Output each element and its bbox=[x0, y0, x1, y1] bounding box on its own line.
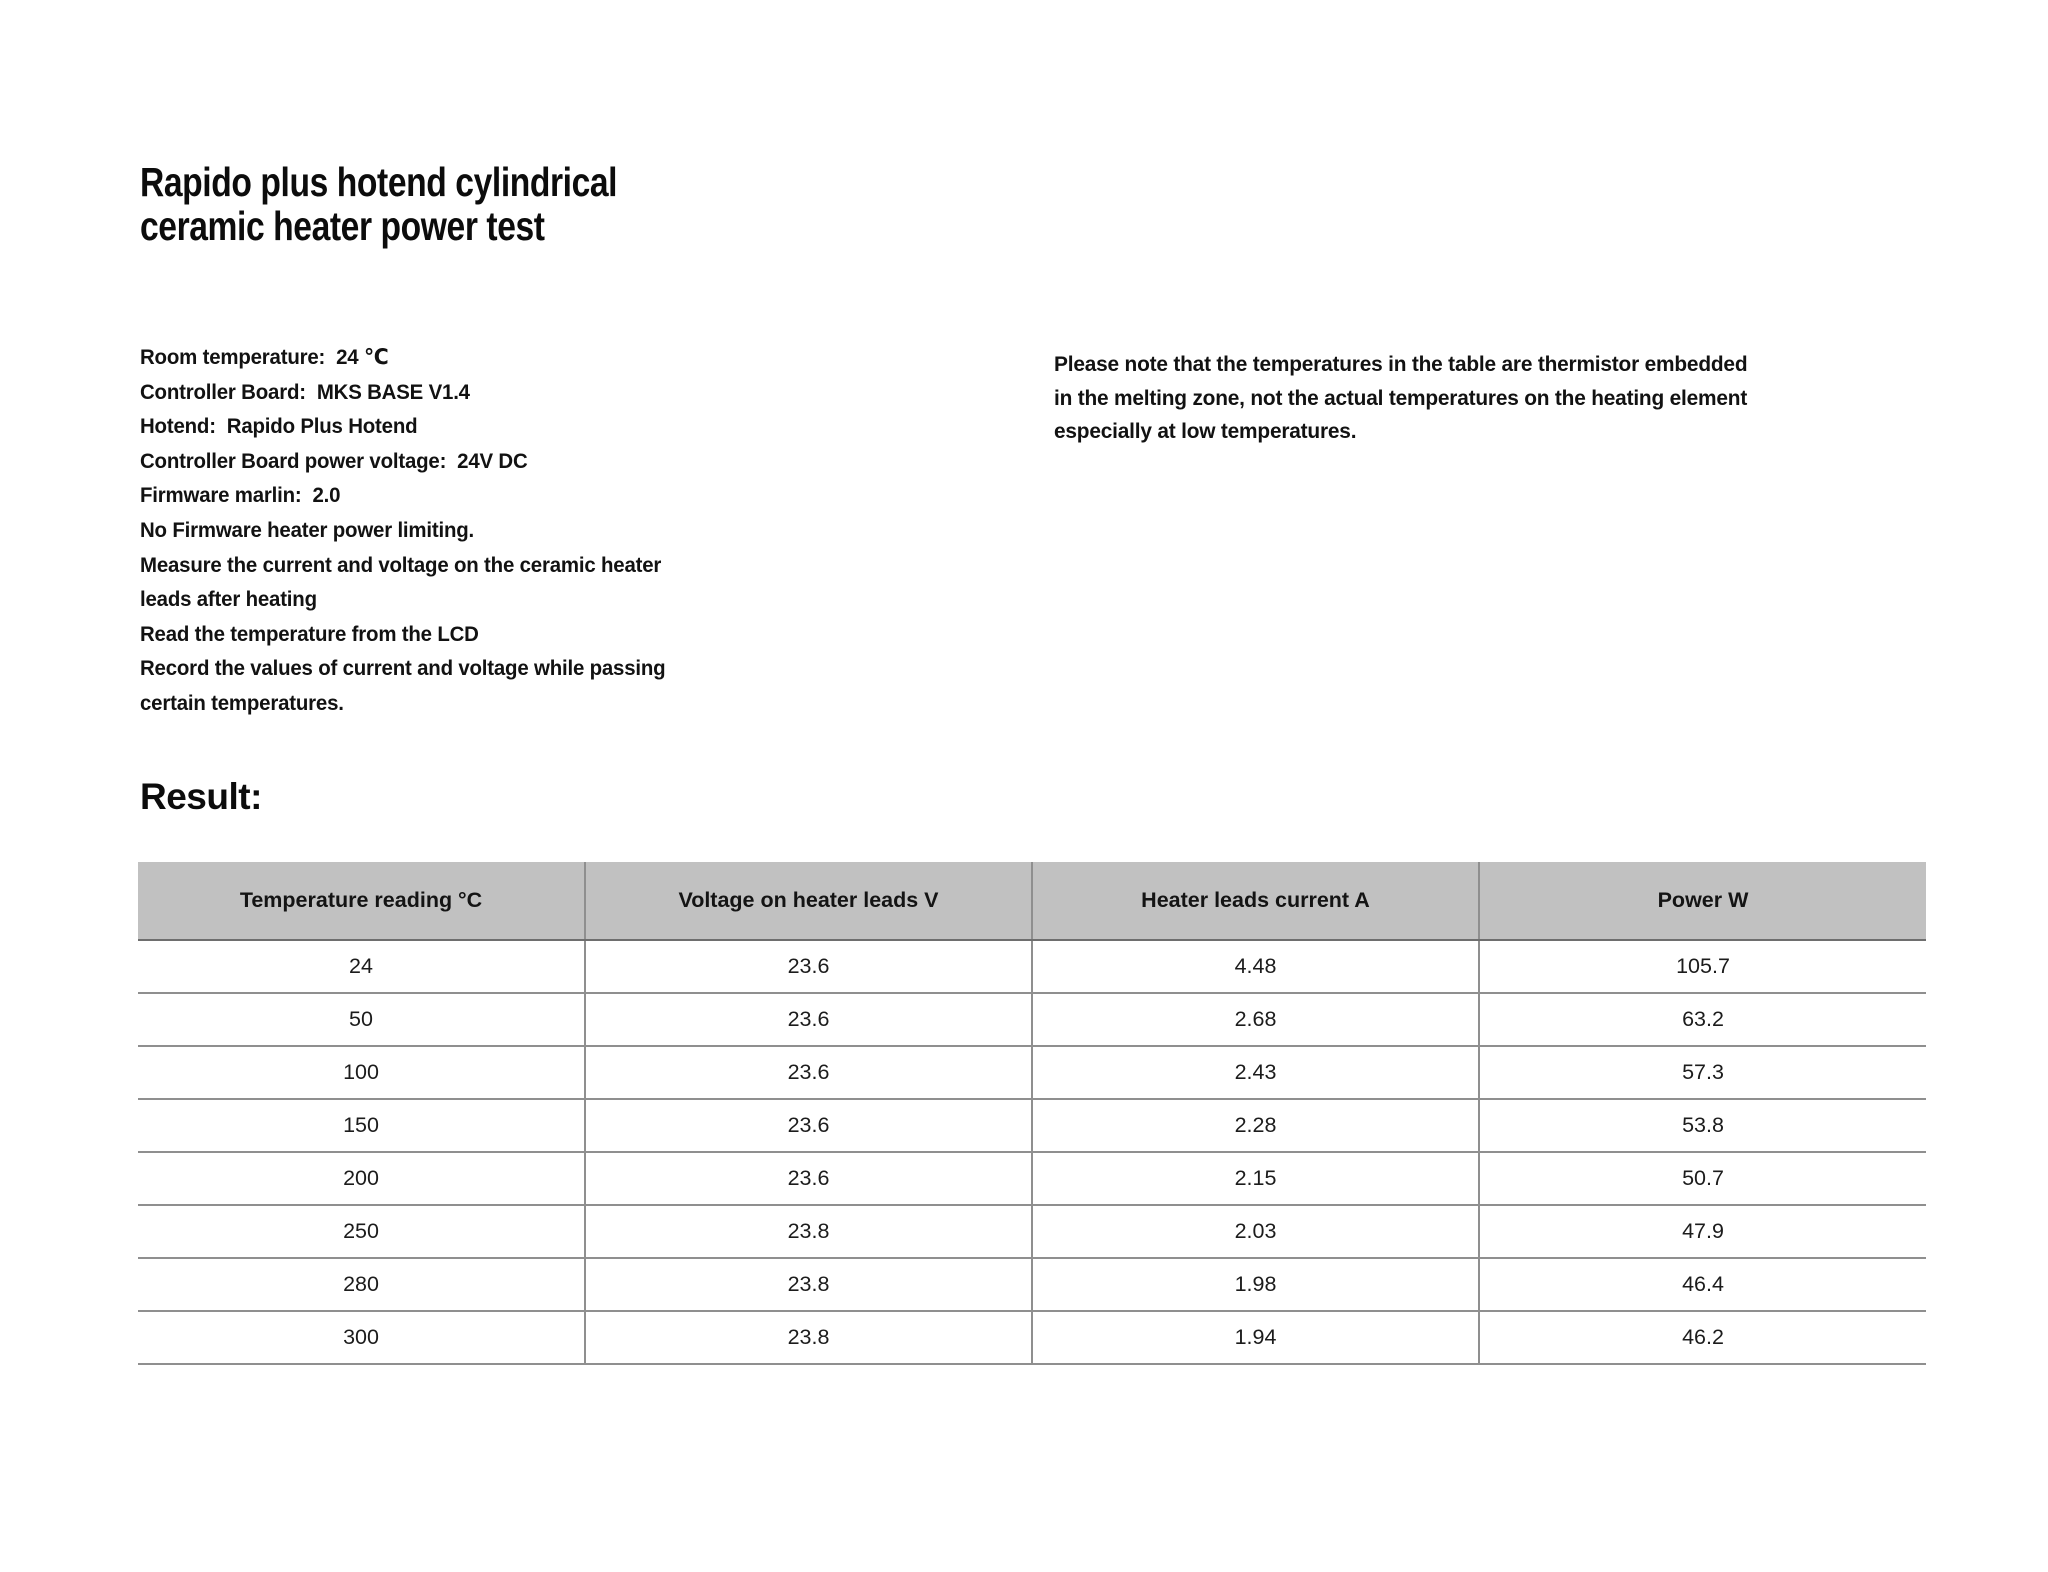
result-heading: Result: bbox=[140, 776, 262, 817]
table-cell: 47.9 bbox=[1479, 1205, 1926, 1258]
info-line-power-voltage: Controller Board power voltage: 24V DC bbox=[140, 448, 528, 473]
table-cell: 23.8 bbox=[585, 1311, 1032, 1364]
table-cell: 23.6 bbox=[585, 1152, 1032, 1205]
table-cell: 46.4 bbox=[1479, 1258, 1926, 1311]
info-line-no-limiting: No Firmware heater power limiting. bbox=[140, 517, 475, 542]
table-cell: 1.94 bbox=[1032, 1311, 1479, 1364]
test-setup-info bbox=[140, 340, 665, 721]
table-cell: 250 bbox=[138, 1205, 585, 1258]
table-cell: 2.03 bbox=[1032, 1205, 1479, 1258]
table-row bbox=[138, 940, 1926, 993]
column-header-current: Heater leads current A bbox=[1032, 862, 1479, 940]
thermistor-note bbox=[1054, 348, 1747, 449]
table-row bbox=[138, 993, 1926, 1046]
table-row bbox=[138, 1046, 1926, 1099]
results-table bbox=[138, 862, 1926, 1365]
table-cell: 23.6 bbox=[585, 993, 1032, 1046]
table-header-row bbox=[138, 862, 1926, 940]
table-row bbox=[138, 1311, 1926, 1364]
table-cell: 23.6 bbox=[585, 940, 1032, 993]
table-cell: 1.98 bbox=[1032, 1258, 1479, 1311]
table-cell: 23.8 bbox=[585, 1258, 1032, 1311]
table-cell: 46.2 bbox=[1479, 1311, 1926, 1364]
note-line-2: in the melting zone, not the actual temperatures on the heating element bbox=[1054, 385, 1748, 410]
table-row bbox=[138, 1258, 1926, 1311]
table-cell: 100 bbox=[138, 1046, 585, 1099]
table-cell: 53.8 bbox=[1479, 1099, 1926, 1152]
table-cell: 2.28 bbox=[1032, 1099, 1479, 1152]
info-line-record-2: certain temperatures. bbox=[140, 690, 344, 715]
table-cell: 2.43 bbox=[1032, 1046, 1479, 1099]
table-cell: 23.6 bbox=[585, 1046, 1032, 1099]
table-cell: 280 bbox=[138, 1258, 585, 1311]
table-cell: 57.3 bbox=[1479, 1046, 1926, 1099]
column-header-power: Power W bbox=[1479, 862, 1926, 940]
table-cell: 50 bbox=[138, 993, 585, 1046]
page-title-line-2: ceramic heater power test bbox=[140, 203, 545, 249]
info-line-controller-board: Controller Board: MKS BASE V1.4 bbox=[140, 379, 470, 404]
table-cell: 63.2 bbox=[1479, 993, 1926, 1046]
info-line-measure-2: leads after heating bbox=[140, 587, 317, 612]
info-line-record-1: Record the values of current and voltage while passing bbox=[140, 656, 666, 681]
table-cell: 300 bbox=[138, 1311, 585, 1364]
info-line-measure-1: Measure the current and voltage on the ceramic heater bbox=[140, 552, 662, 577]
column-header-temperature: Temperature reading °C bbox=[138, 862, 585, 940]
table-cell: 24 bbox=[138, 940, 585, 993]
column-header-voltage: Voltage on heater leads V bbox=[585, 862, 1032, 940]
info-line-firmware: Firmware marlin: 2.0 bbox=[140, 483, 341, 508]
info-line-hotend: Hotend: Rapido Plus Hotend bbox=[140, 414, 418, 439]
table-cell: 4.48 bbox=[1032, 940, 1479, 993]
table-cell: 23.8 bbox=[585, 1205, 1032, 1258]
note-line-1: Please note that the temperatures in the table are thermistor embedded bbox=[1054, 352, 1748, 376]
table-cell: 50.7 bbox=[1479, 1152, 1926, 1205]
table-cell: 200 bbox=[138, 1152, 585, 1205]
table-row bbox=[138, 1152, 1926, 1205]
note-line-3: especially at low temperatures. bbox=[1054, 419, 1357, 443]
page-title-line-1: Rapido plus hotend cylindrical bbox=[140, 159, 618, 205]
table-cell: 2.68 bbox=[1032, 993, 1479, 1046]
table-cell: 23.6 bbox=[585, 1099, 1032, 1152]
table-cell: 105.7 bbox=[1479, 940, 1926, 993]
page-title bbox=[140, 160, 617, 248]
table-cell: 150 bbox=[138, 1099, 585, 1152]
info-line-read-lcd: Read the temperature from the LCD bbox=[140, 621, 479, 646]
table-row bbox=[138, 1205, 1926, 1258]
table-cell: 2.15 bbox=[1032, 1152, 1479, 1205]
table-row bbox=[138, 1099, 1926, 1152]
info-line-room-temperature: Room temperature: 24 ℃ bbox=[140, 345, 389, 369]
